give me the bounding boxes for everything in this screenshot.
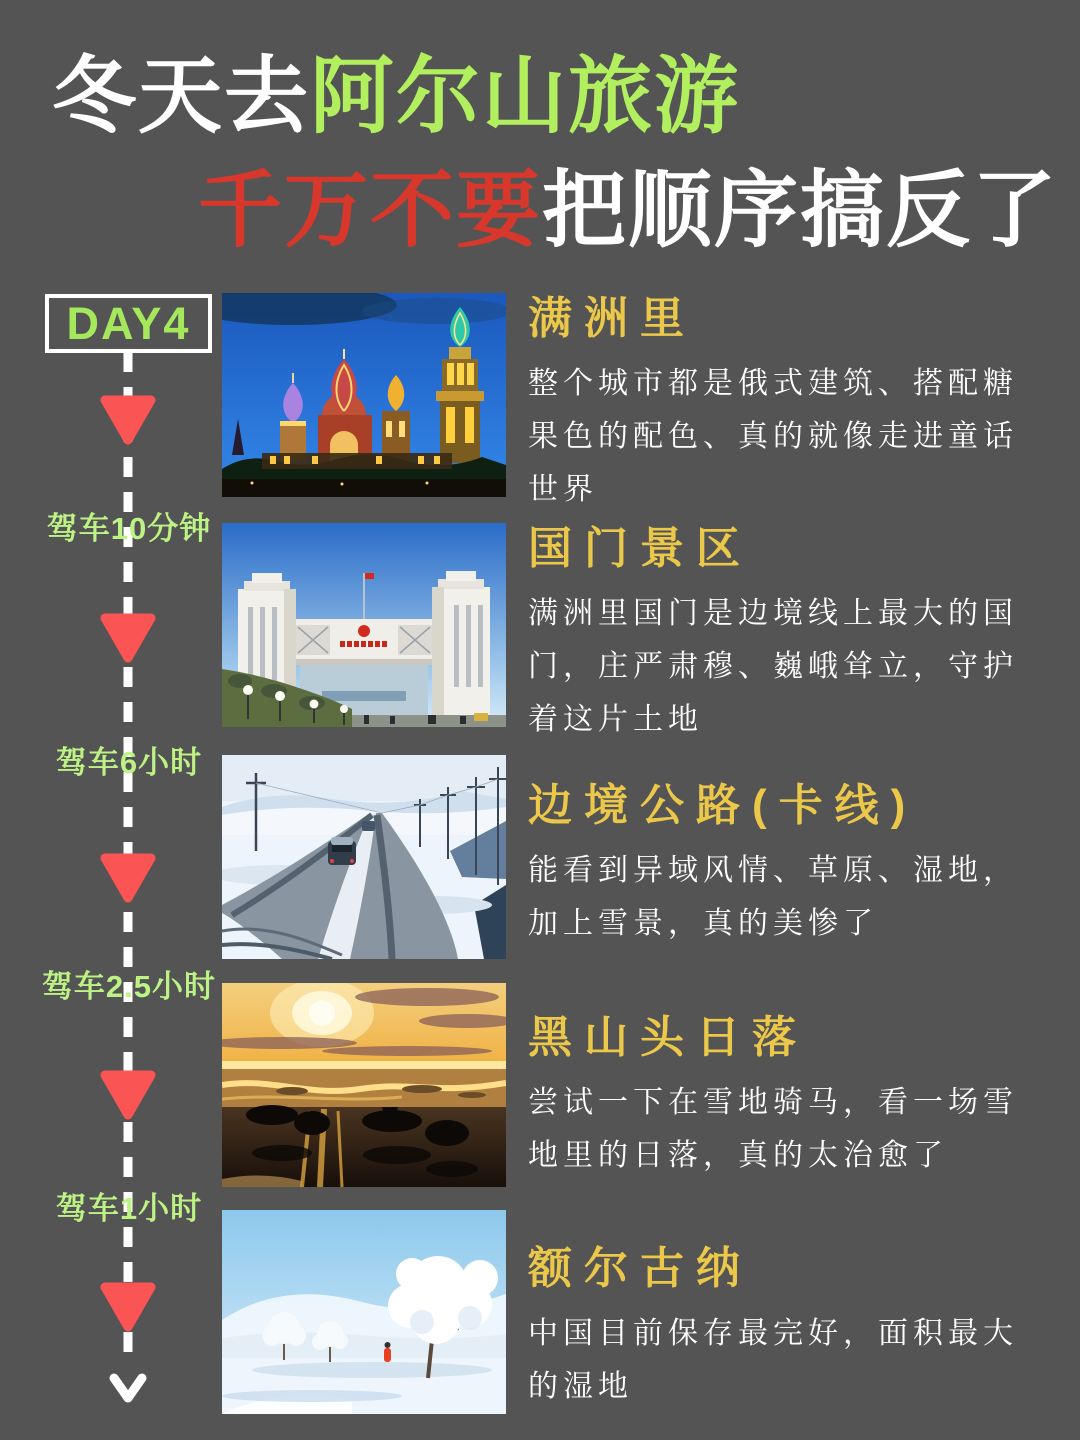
photo-ergun-wetland — [222, 1210, 506, 1414]
photo-border-highway — [222, 755, 506, 959]
section-title: 黑山头日落 — [528, 1013, 808, 1062]
section-title: 国门景区 — [528, 524, 752, 573]
title-line2-red-highlight: 千万不要 — [198, 163, 543, 257]
title-line1-white: 冬天去 — [52, 49, 311, 143]
photo-national-gate — [222, 523, 506, 727]
section-title: 满洲里 — [528, 294, 696, 343]
poster-title-line1 — [52, 46, 740, 146]
title-line2-white: 把顺序搞反了 — [542, 163, 1059, 257]
photo-heishantou-sunset — [222, 983, 506, 1187]
timeline-end-arrow-icon — [114, 1378, 142, 1398]
section-description: 满洲里国门是边境线上最大的国门，庄严肃穆、巍峨耸立，守护着这片土地 — [528, 597, 1018, 736]
section-manzhouli — [528, 291, 1048, 516]
drive-time-label-3: 驾车2.5小时 — [41, 969, 217, 1004]
drive-time-label-2: 驾车6小时 — [55, 745, 203, 780]
down-triangle-icon-1 — [105, 400, 151, 440]
title-line1-green-highlight: 阿尔山旅游 — [310, 49, 741, 143]
section-border-highway — [528, 778, 1048, 950]
section-title: 额尔古纳 — [528, 1244, 752, 1293]
poster-title-line2 — [198, 160, 1058, 260]
down-triangle-icon-2 — [105, 618, 151, 658]
down-triangle-icon-4 — [105, 1075, 151, 1115]
section-description: 中国目前保存最完好，面积最大的湿地 — [528, 1317, 1018, 1403]
photo-manzhouli — [222, 293, 506, 497]
down-triangle-icon-3 — [105, 858, 151, 898]
day4-badge-label: DAY4 — [66, 297, 191, 349]
drive-time-label-4: 驾车1小时 — [55, 1191, 203, 1226]
section-description: 整个城市都是俄式建筑、搭配糖果色的配色、真的就像走进童话世界 — [528, 367, 1018, 506]
section-heishantou-sunset — [528, 1010, 1048, 1182]
drive-time-label-1: 驾车10分钟 — [46, 511, 212, 546]
day4-badge — [45, 294, 212, 353]
section-description: 能看到异域风情、草原、湿地，加上雪景，真的美惨了 — [528, 854, 1018, 940]
down-triangle-icon-5 — [105, 1287, 151, 1327]
section-title: 边境公路(卡线) — [528, 781, 918, 830]
section-description: 尝试一下在雪地骑马，看一场雪地里的日落，真的太治愈了 — [528, 1086, 1018, 1172]
section-ergun — [528, 1241, 1048, 1413]
section-national-gate — [528, 521, 1048, 746]
